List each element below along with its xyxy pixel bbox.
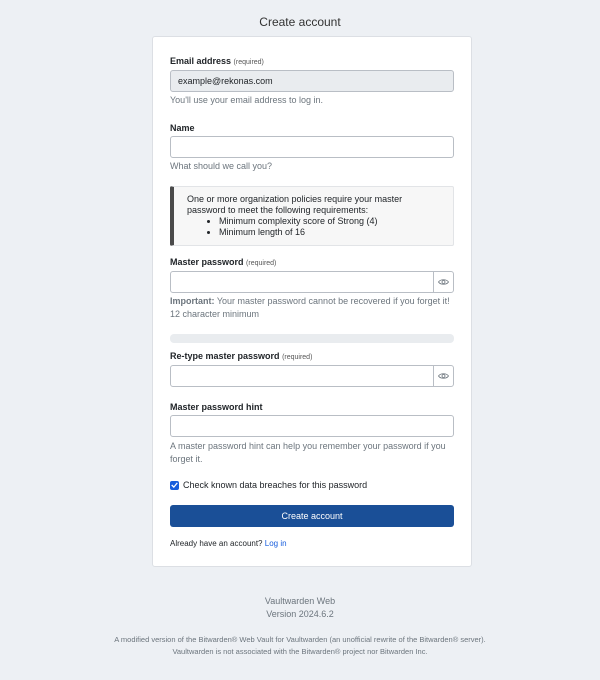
toggle-password-visibility-button[interactable] — [433, 271, 454, 293]
master-password-help — [170, 295, 454, 321]
footer-app-name: Vaultwarden Web — [264, 596, 336, 606]
retype-password-label-text: Re-type master password — [170, 351, 280, 361]
email-label — [170, 56, 264, 66]
email-required-tag: (required) — [233, 59, 264, 66]
hint-label-text: Master password hint — [170, 402, 263, 412]
footer-disclaimer-line: A modified version of the Bitwarden® Web Vault for Vaultwarden (an unofficial rewrite of the Bitwarden® server). — [114, 635, 486, 644]
master-password-label — [170, 257, 276, 267]
email-help: You'll use your email address to log in. — [170, 95, 323, 105]
hint-help: A master password hint can help you remember your password if you forget it. — [170, 441, 446, 464]
login-prompt — [170, 539, 287, 548]
name-help: What should we call you? — [170, 161, 273, 171]
breach-check-checkbox[interactable] — [170, 481, 179, 490]
breach-check-row — [170, 480, 367, 490]
policy-list — [187, 216, 443, 238]
login-prompt-text: Already have an account? — [170, 539, 263, 548]
eye-icon — [438, 372, 449, 380]
login-link[interactable]: Log in — [264, 539, 287, 548]
footer-disclaimer — [0, 634, 600, 658]
footer-app-info — [0, 595, 600, 621]
policy-item: • Minimum complexity score of Strong (4) — [219, 216, 443, 227]
master-password-help-text: Your master password cannot be recovered if you forget it! 12 character minimum — [170, 296, 450, 319]
name-field[interactable] — [170, 136, 454, 158]
retype-password-group — [170, 365, 454, 387]
eye-icon — [438, 278, 449, 286]
master-password-field[interactable] — [170, 271, 434, 293]
retype-password-label — [170, 351, 312, 361]
master-password-group — [170, 271, 454, 293]
breach-check-label: Check known data breaches for this password — [183, 480, 368, 490]
master-password-label-text: Master password — [170, 257, 244, 267]
password-hint-field[interactable] — [170, 415, 454, 437]
footer-version: Version 2024.6.2 — [266, 609, 334, 619]
policy-item: • Minimum length of 16 — [219, 227, 443, 238]
email-field[interactable] — [170, 70, 454, 92]
policy-intro: One or more organization policies require your master password to meet the following requirements: — [187, 194, 403, 215]
name-label-text: Name — [170, 123, 195, 133]
email-label-text: Email address — [170, 56, 232, 66]
checkmark-icon — [171, 482, 178, 488]
password-strength-meter — [170, 334, 454, 343]
master-password-required-tag: (required) — [246, 260, 277, 267]
toggle-retype-visibility-button[interactable] — [433, 365, 454, 387]
master-password-help-strong: Important: — [170, 296, 215, 306]
create-account-card — [152, 36, 472, 567]
policy-callout — [170, 186, 454, 246]
footer-disclaimer-line: Vaultwarden is not associated with the Bitwarden® project nor Bitwarden Inc. — [172, 647, 428, 656]
create-account-button[interactable]: Create account — [170, 505, 454, 527]
name-label — [170, 123, 195, 133]
retype-password-field[interactable] — [170, 365, 434, 387]
page-title: Create account — [259, 15, 341, 29]
hint-label — [170, 402, 263, 412]
retype-password-required-tag: (required) — [282, 354, 313, 361]
